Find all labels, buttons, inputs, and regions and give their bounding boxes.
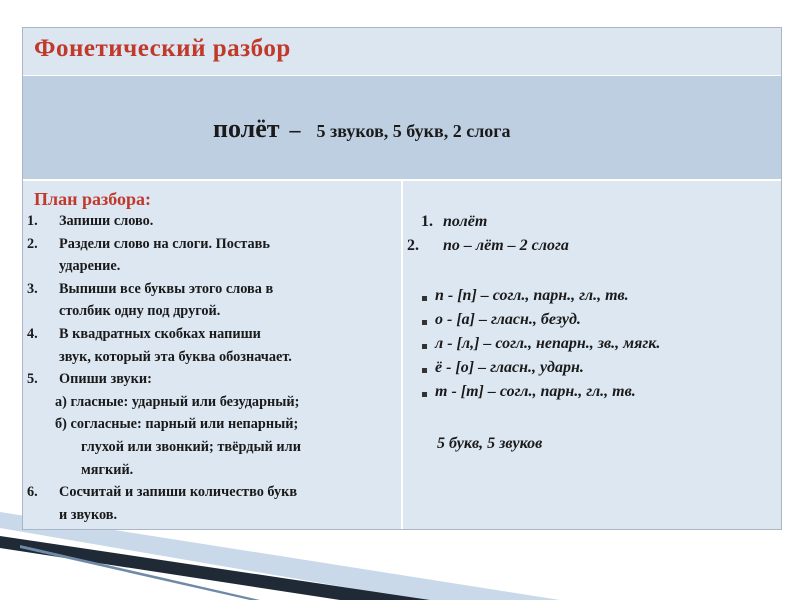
bullet-icon	[422, 392, 427, 397]
plan-line-text: Выпиши все буквы этого слова в	[59, 280, 274, 297]
plan-line-number: 3.	[27, 280, 38, 297]
plan-line-number: 1.	[27, 213, 38, 229]
plan-line-text: столбик одну под другой.	[59, 303, 221, 320]
plan-line-text: а) гласные: ударный или безударный;	[55, 393, 300, 410]
answer-column	[403, 181, 781, 529]
plan-line-number: 2.	[27, 235, 38, 252]
slide-title: Фонетический разбор	[34, 35, 291, 62]
bullet-icon	[422, 320, 427, 325]
phonetic-table	[22, 27, 782, 530]
word-info: 5 звуков, 5 букв, 2 слога	[316, 121, 511, 141]
letter-analysis-line: о - [а] – гласн., безуд.	[435, 311, 581, 328]
plan-line-text: Раздели слово на слоги. Поставь	[59, 235, 270, 252]
bullet-icon	[422, 368, 427, 373]
plan-line-text: В квадратных скобках напиши	[59, 326, 261, 342]
plan-line-number: 6.	[27, 484, 38, 501]
plan-line-text: глухой или звонкий; твёрдый или	[81, 439, 301, 455]
plan-line-text: Сосчитай и запиши количество букв	[59, 484, 298, 501]
answer-step-2: 2. по – лёт – 2 слога	[407, 237, 569, 254]
word-summary	[213, 114, 510, 144]
answer-step-1: 1. полёт	[421, 213, 488, 230]
plan-line-number: 4.	[27, 326, 38, 342]
letter-analysis-line: п - [п] – согл., парн., гл., тв.	[435, 287, 629, 304]
answer-summary: 5 букв, 5 звуков	[437, 435, 543, 452]
plan-line-text: Опиши звуки:	[59, 371, 152, 388]
plan-title: План разбора:	[34, 189, 151, 209]
plan-line-text: ударение.	[59, 258, 121, 275]
letter-analysis-line: ё - [о] – гласн., ударн.	[435, 359, 584, 376]
plan-line-text: б) согласные: парный или непарный;	[55, 416, 299, 433]
bullet-icon	[422, 296, 427, 301]
plan-line-text: мягкий.	[81, 461, 134, 478]
plan-line-number: 5.	[27, 371, 38, 388]
word-main: полёт	[213, 114, 280, 143]
plan-line-text: и звуков.	[59, 506, 118, 523]
word-row	[23, 76, 781, 181]
letter-analysis-line: л - [л,] – согл., непарн., зв., мягк.	[435, 335, 661, 352]
title-row	[23, 28, 781, 76]
letter-analysis-line: т - [т] – согл., парн., гл., тв.	[435, 383, 636, 400]
body-row	[23, 181, 781, 529]
bullet-icon	[422, 344, 427, 349]
plan-line-text: звук, который эта буква обозначает.	[59, 348, 292, 365]
plan-line-text: Запиши слово.	[59, 213, 154, 229]
word-dash: –	[289, 117, 301, 142]
